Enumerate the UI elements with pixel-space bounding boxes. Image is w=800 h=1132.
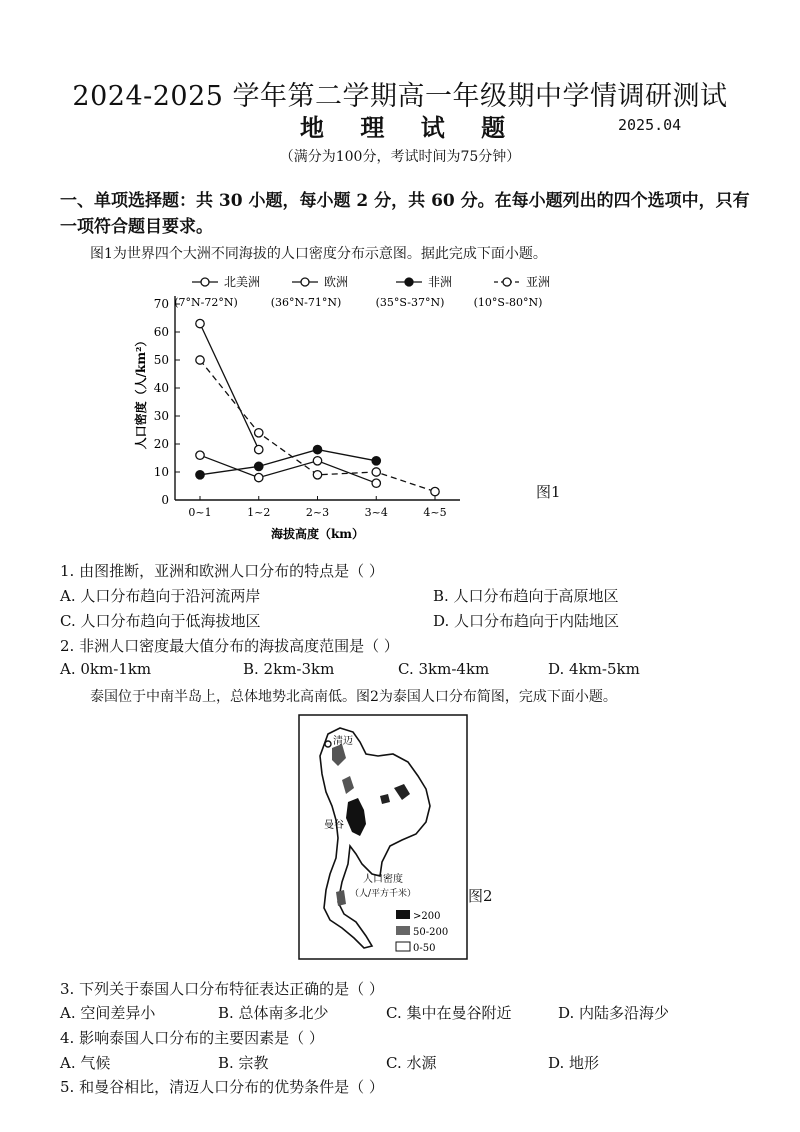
y-tick-label: 50 — [153, 353, 169, 367]
q1-option-a: A. 人口分布趋向于沿河流两岸 — [60, 587, 261, 605]
y-axis-label: 人口密度（人/km²） — [134, 334, 148, 450]
data-point-3 — [255, 429, 263, 437]
series-line-1 — [200, 324, 259, 450]
data-point-1 — [255, 445, 263, 453]
legend-marker-3 — [503, 278, 511, 286]
q4-option-d: D. 地形 — [548, 1054, 600, 1072]
x-tick-label: 1~2 — [247, 506, 271, 519]
x-tick-label: 2~3 — [305, 506, 330, 519]
data-point-3 — [372, 468, 380, 476]
y-tick-label: 0 — [161, 493, 169, 507]
chiang-mai-marker — [325, 741, 331, 747]
data-point-2 — [372, 457, 380, 465]
legend-range-3: (10°S-80°N) — [473, 296, 543, 309]
figure1-label: 图1 — [536, 483, 561, 501]
exam-date: 2025.04 — [618, 116, 682, 134]
legend-label-mid: 50-200 — [413, 927, 449, 938]
q1-option-c: C. 人口分布趋向于低海拔地区 — [60, 612, 261, 630]
legend-marker-0 — [201, 278, 209, 286]
series-line-2 — [200, 450, 376, 475]
data-point-0 — [196, 451, 204, 459]
q3-option-a: A. 空间差异小 — [60, 1004, 156, 1022]
q3-option-d: D. 内陆多沿海少 — [558, 1004, 670, 1022]
legend-swatch-low — [396, 942, 410, 951]
section1-heading: 一、单项选择题：共 30 小题，每小题 2 分，共 60 分。在每小题列出的四个选项中，只有一项符合题目要求。 — [60, 191, 750, 237]
q2-option-a: A. 0km-1km — [60, 660, 152, 678]
intro-figure2: 泰国位于中南半岛上，总体地势北高南低。图2为泰国人口分布简图，完成下面小题。 — [90, 689, 617, 705]
data-point-3 — [313, 471, 321, 479]
map-legend-unit: （人/平方千米） — [349, 889, 417, 899]
data-point-2 — [196, 471, 204, 479]
q3-option-b: B. 总体南多北少 — [218, 1004, 329, 1022]
x-tick-label: 0~1 — [188, 506, 212, 519]
q1-option-d: D. 人口分布趋向于内陆地区 — [433, 612, 620, 630]
legend-name-2: 非洲 — [428, 275, 453, 289]
legend-range-2: (35°S-37°N) — [375, 296, 445, 309]
y-tick-label: 40 — [153, 381, 169, 395]
y-tick-label: 10 — [153, 465, 169, 479]
q4-stem: 4. 影响泰国人口分布的主要因素是（ ） — [60, 1029, 324, 1047]
legend-swatch-high — [396, 910, 410, 919]
x-tick-label: 4~5 — [423, 506, 447, 519]
legend-marker-2 — [405, 278, 413, 286]
bangkok-label: 曼谷 — [324, 820, 344, 831]
x-tick-label: 3~4 — [364, 506, 388, 519]
data-point-0 — [372, 479, 380, 487]
chiang-mai-label: 清迈 — [333, 736, 353, 747]
legend-range-0: (7°N-72°N) — [174, 296, 238, 309]
legend-label-high: >200 — [413, 911, 441, 922]
data-point-2 — [255, 462, 263, 470]
q2-option-d: D. 4km-5km — [548, 660, 640, 678]
exam-title: 2024-2025 学年第二学期高一年级期中学情调研测试 — [72, 81, 728, 112]
series-line-0 — [200, 455, 376, 483]
legend-name-1: 欧洲 — [324, 275, 349, 289]
legend-name-0: 北美洲 — [224, 275, 261, 289]
legend-name-3: 亚洲 — [526, 275, 551, 289]
q2-stem: 2. 非洲人口密度最大值分布的海拔高度范围是（ ） — [60, 637, 399, 655]
figure2-label: 图2 — [468, 887, 493, 905]
figure1-chart — [130, 268, 580, 543]
q5-stem: 5. 和曼谷相比，清迈人口分布的优势条件是（ ） — [60, 1078, 384, 1096]
y-tick-label: 60 — [153, 325, 169, 339]
data-point-0 — [255, 473, 263, 481]
q4-option-b: B. 宗教 — [218, 1054, 269, 1072]
data-point-3 — [431, 487, 439, 495]
y-tick-label: 30 — [153, 409, 169, 423]
data-point-3 — [196, 356, 204, 364]
q1-stem: 1. 由图推断，亚洲和欧洲人口分布的特点是（ ） — [60, 562, 384, 580]
x-axis-label: 海拔高度（km） — [270, 527, 365, 541]
legend-marker-1 — [301, 278, 309, 286]
q1-option-b: B. 人口分布趋向于高原地区 — [433, 587, 619, 605]
data-point-0 — [313, 457, 321, 465]
exam-note: （满分为100分，考试时间为75分钟） — [279, 149, 521, 165]
intro-figure1: 图1为世界四个大洲不同海拔的人口密度分布示意图。据此完成下面小题。 — [90, 246, 547, 262]
data-point-2 — [313, 445, 321, 453]
exam-subtitle: 地 理 试 题 — [300, 113, 520, 142]
figure2-map — [298, 714, 468, 960]
q3-stem: 3. 下列关于泰国人口分布特征表达正确的是（ ） — [60, 980, 384, 998]
q4-option-c: C. 水源 — [386, 1054, 437, 1072]
y-tick-label: 70 — [153, 297, 169, 311]
data-point-1 — [196, 319, 204, 327]
q4-option-a: A. 气候 — [60, 1054, 111, 1072]
y-tick-label: 20 — [153, 437, 169, 451]
q3-option-c: C. 集中在曼谷附近 — [386, 1004, 512, 1022]
q2-option-c: C. 3km-4km — [398, 660, 490, 678]
legend-swatch-mid — [396, 926, 410, 935]
legend-label-low: 0-50 — [413, 943, 436, 954]
map-legend-title: 人口密度 — [363, 874, 403, 885]
q2-option-b: B. 2km-3km — [243, 660, 335, 678]
legend-range-1: (36°N-71°N) — [270, 296, 342, 309]
